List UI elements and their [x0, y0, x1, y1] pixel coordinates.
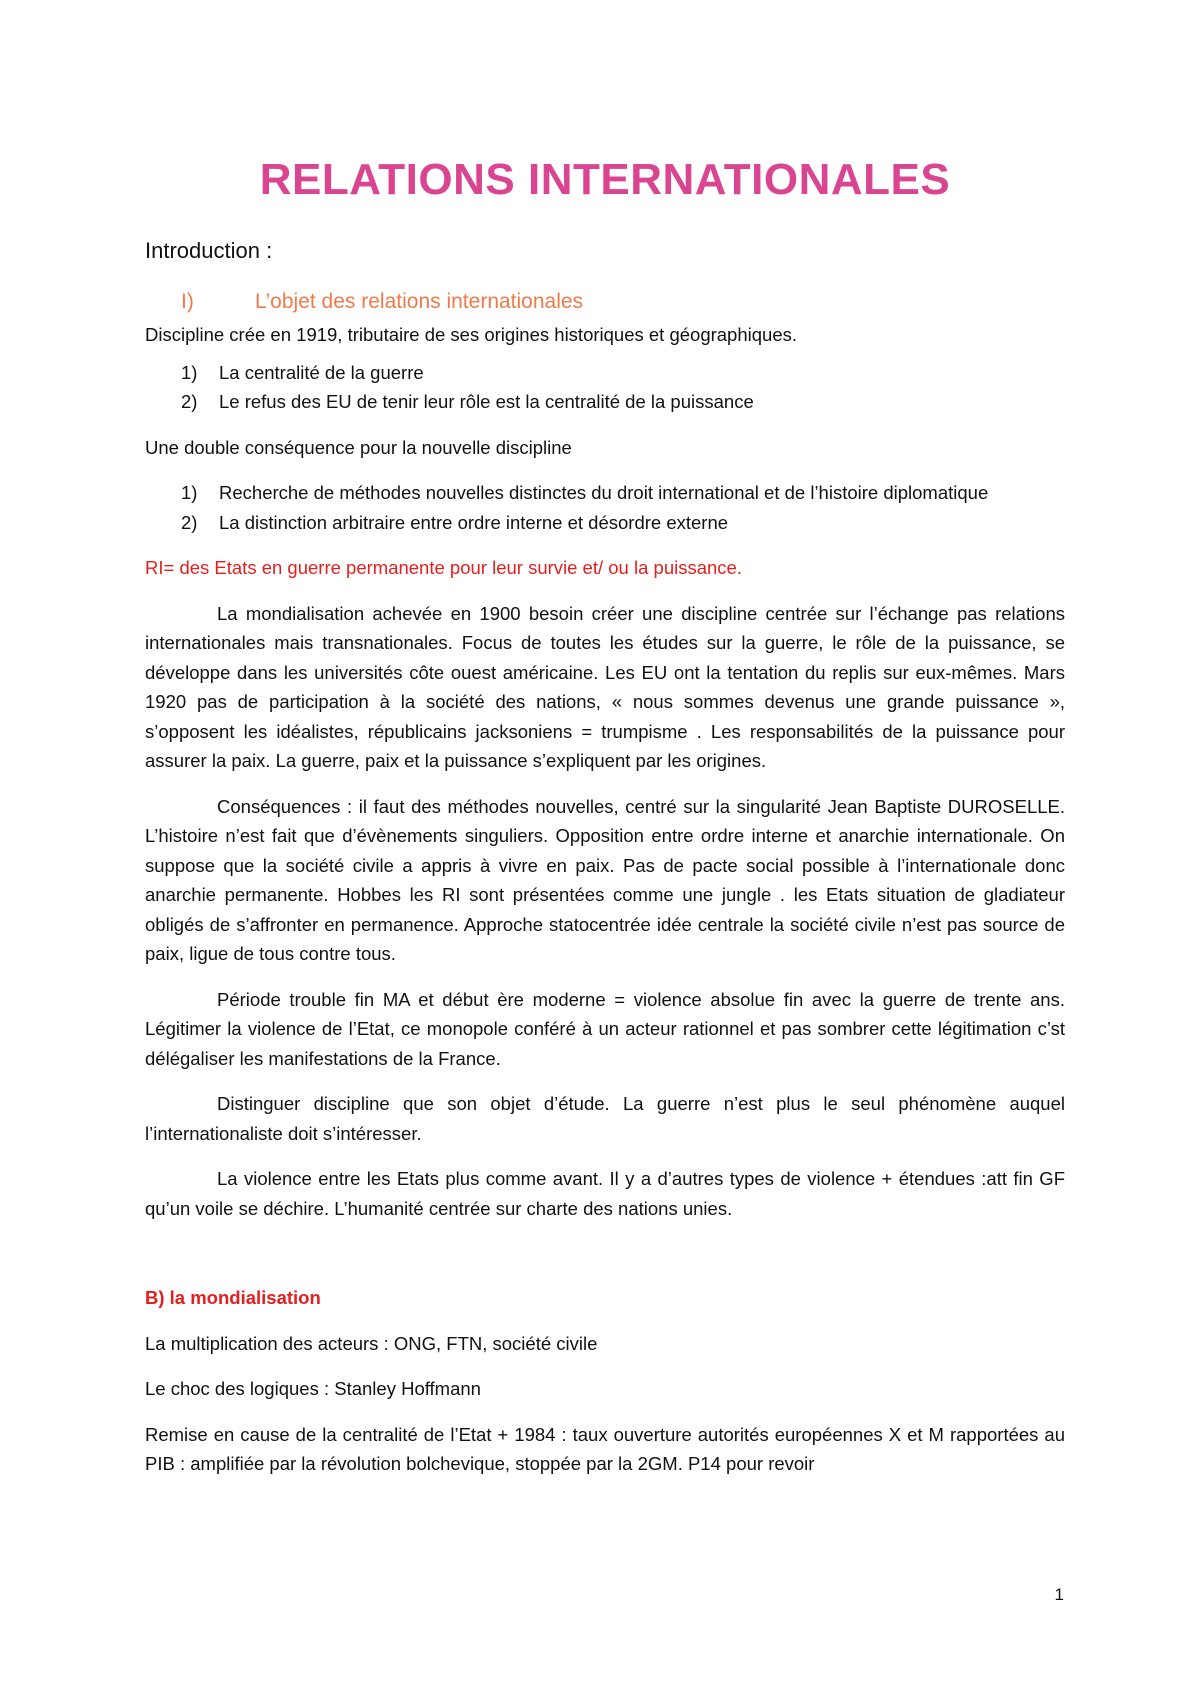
intro-heading: Introduction : [145, 238, 273, 263]
document-content [145, 140, 1065, 1495]
list-centralite [145, 358, 1065, 417]
document-title: RELATIONS INTERNATIONALES [259, 155, 951, 204]
list-item-number: 1) [181, 482, 198, 503]
list-item-number: 2) [181, 391, 198, 412]
list-item [145, 508, 1065, 538]
paragraph-violence: La violence entre les Etats plus comme avant. Il y a d’autres types de violence + étendues :att fin GF qu’un voile se déchire. L’humanité centrée sur charte des nations unies. [145, 1168, 1065, 1219]
list-consequences [145, 478, 1065, 537]
page-number: 1 [1054, 1585, 1064, 1604]
list-item-text: La centralité de la guerre [219, 361, 424, 383]
paragraph-periode: Période trouble fin MA et début ère moderne = violence absolue fin avec la guerre de trente ans. Légitimer la violence de l’Etat, ce monopole conféré à un acteur rationnel et pas sombrer cette légitimation c’st délégaliser les manifestations de la France. [145, 988, 1065, 1069]
paragraph-remise: Remise en cause de la centralité de l’Etat + 1984 : taux ouverture autorités européennes X et M rapportées au PIB : amplifiée par la révolution bolchevique, stoppée par la 2GM. P14 pour revoir [145, 1423, 1065, 1474]
paragraph-double-consequence: Une double conséquence pour la nouvelle discipline [145, 436, 572, 458]
paragraph-choc: Le choc des logiques : Stanley Hoffmann [145, 1378, 481, 1399]
section-number: I) [181, 290, 194, 313]
paragraph-mondialisation: La mondialisation achevée en 1900 besoin créer une discipline centrée sur l’échange pas relations internationales mais transnationales. Focus de toutes les études sur la guerre, le rôle de la puissance, se développe dans les universités côte ouest américaine. Les EU ont la tentation du replis sur eux-mêmes. Mars 1920 pas de participation à la société des nations, « nous sommes devenus une grande puissance », s’opposent les idéalistes, républicains jacksoniens = trumpisme . Les responsabilités de la puissance pour assurer la paix. La guerre, paix et la puissance s’expliquent par les origines. [145, 602, 1065, 771]
paragraph-consequences: Conséquences : il faut des méthodes nouvelles, centré sur la singularité Jean Baptiste DUROSELLE. L’histoire n’est fait que d’évènements singuliers. Opposition entre ordre interne et anarchie internationale. On suppose que la société civile a appris à vivre en paix. Pas de pacte social possible à l’internationale donc anarchie permanente. Hobbes les RI sont présentées comme une jungle . les Etats situation de gladiateur obligés de s’affronter en permanence. Approche statocentrée idée centrale la société civile n’est pas source de paix, ligue de tous contre tous. [145, 795, 1065, 964]
list-item [145, 387, 1065, 417]
list-item [145, 358, 1065, 388]
section-heading-1 [145, 288, 1065, 316]
ri-definition: RI= des Etats en guerre permanente pour leur survie et/ ou la puissance. [145, 557, 742, 578]
list-item-number: 1) [181, 361, 198, 383]
list-item-text: Le refus des EU de tenir leur rôle est la centralité de la puissance [219, 391, 754, 412]
list-item-text: La distinction arbitraire entre ordre interne et désordre externe [219, 511, 729, 533]
paragraph-distinguer: Distinguer discipline que son objet d’étude. La guerre n’est plus le seul phénomène auquel l’internationaliste doit s’intéresser. [145, 1093, 1065, 1144]
list-item-text: Recherche de méthodes nouvelles distinctes du droit international et de l’histoire diplomatique [219, 482, 989, 503]
paragraph-acteurs: La multiplication des acteurs : ONG, FTN, société civile [145, 1332, 598, 1354]
list-item [145, 478, 1065, 508]
section-title: L’objet des relations internationales [255, 290, 584, 313]
spacer [145, 1239, 1065, 1283]
paragraph-discipline: Discipline crée en 1919, tributaire de ses origines historiques et géographiques. [145, 324, 797, 345]
section-heading-b: B) la mondialisation [145, 1287, 321, 1308]
list-item-number: 2) [181, 511, 198, 533]
